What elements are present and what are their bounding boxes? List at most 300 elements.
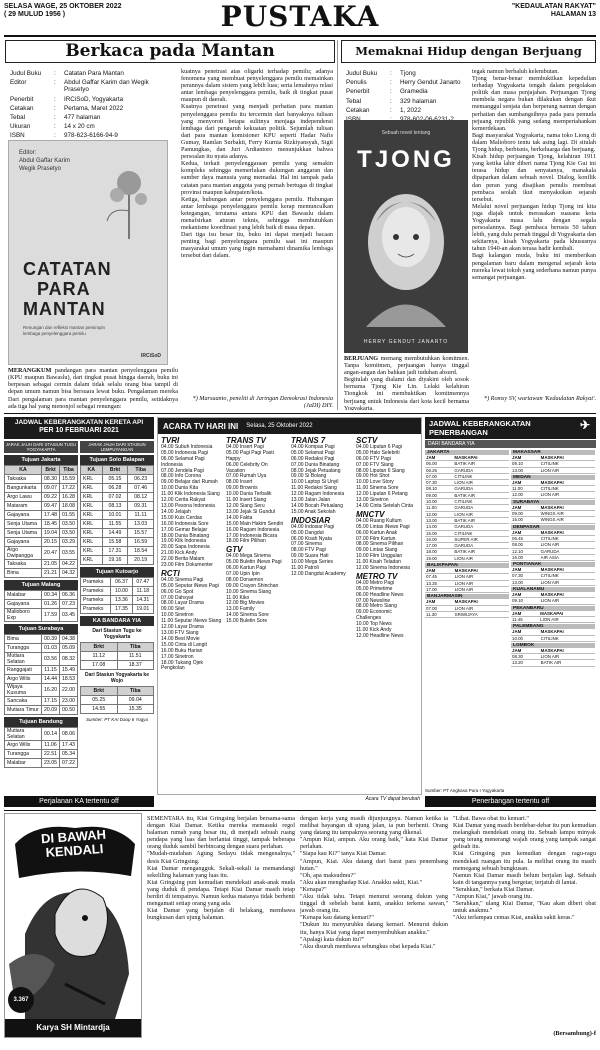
airline: GARUDA: [453, 505, 509, 511]
airline: CITILINK: [453, 499, 509, 505]
flight-row: [511, 579, 595, 585]
train-schedule-title: JADWAL KEBERANGKATAN KERETA API: [14, 419, 144, 426]
tv-schedule-date: Selasa, 25 Oktober 2022: [246, 423, 313, 429]
tv-program: 04.00 Insert Pagi: [226, 443, 264, 450]
arrival-time: 06.36: [60, 591, 78, 600]
train-name: Wijaya Kusuma: [5, 684, 42, 697]
book-info-key: Penerbit: [346, 88, 370, 96]
flight-col-header: JAM: [511, 455, 540, 461]
train-name: Prameks: [81, 578, 111, 587]
train-row: [81, 484, 154, 493]
train-col-header: KA: [81, 466, 103, 475]
train-name: Taksaka: [5, 475, 42, 484]
book-info-row: [10, 114, 174, 121]
flight-time: 11.00: [511, 486, 540, 492]
book-info-colon: :: [54, 95, 56, 103]
tv-program: 13.00 FTV Siang: [161, 630, 199, 636]
departure-time: 17.35: [111, 605, 132, 614]
departure-time: 17.08: [81, 661, 118, 670]
flight-schedule-title-2: PENERBANGAN: [429, 428, 488, 437]
airline: CITILINK: [540, 635, 595, 641]
airport-train-table: [80, 686, 154, 714]
flight-destination: KUALANAMU: [511, 587, 595, 592]
train-name: Senja Utama: [5, 529, 42, 538]
cover-tagline: Sebuah novel tentang: [381, 130, 431, 136]
flight-col-header: MASKAPAI: [540, 505, 595, 511]
tv-program: 14.00 Cinta Setelah Cinta: [356, 502, 413, 509]
train-row: [5, 750, 78, 759]
flight-time: 09.10: [511, 598, 540, 604]
tv-program: 06.00 Kartun Anak: [356, 529, 398, 536]
arrival-time: 11.11: [128, 511, 154, 520]
departure-time: 21.21: [42, 569, 60, 578]
flight-time: 15.00: [511, 517, 540, 523]
book-info-key: Ukuran: [10, 123, 31, 131]
tv-channel-logo: GTV: [226, 545, 243, 555]
train-col-header: Brkt: [81, 643, 118, 652]
flight-destination: SURABAYA: [511, 500, 595, 505]
book-info-colon: :: [390, 88, 392, 96]
tv-program: 07.00 Film Kartun: [356, 535, 396, 542]
train-table: [80, 465, 154, 565]
tv-program: 09.00 Suara Hati: [291, 553, 329, 560]
arrival-time: 15.57: [128, 529, 154, 538]
tv-program: 09.00 Silet: [161, 606, 185, 613]
flight-col-header: JAM: [511, 629, 540, 635]
departure-time: 19.04: [42, 529, 60, 538]
tv-program: 13.00 Family: [226, 606, 255, 613]
tv-program: 10.00 Love Story: [356, 479, 394, 486]
flight-time: 17.00: [425, 586, 454, 592]
arrival-time: 09.04: [117, 696, 154, 705]
arrival-time: 03.29: [60, 538, 78, 547]
flight-row: [425, 555, 509, 561]
train-row: [5, 502, 78, 511]
train-col-header: Brkt: [102, 466, 128, 475]
flight-destination: PEKANBARU: [511, 606, 595, 611]
book-cover-tjong: [344, 120, 468, 353]
cover-subtitle: Renungan dan refleksi mantan pemimpin lembaga penyelenggara pemilu: [23, 325, 106, 336]
flight-time: 07.30: [511, 573, 540, 579]
issue-date-javanese: ( 29 MULUD 1956 ): [4, 11, 66, 18]
departure-time: 17.59: [42, 609, 60, 622]
arrival-time: 11.51: [117, 652, 154, 661]
flight-row: [511, 467, 595, 473]
tv-program: 04.00 Liputan 6 Pagi: [356, 443, 402, 450]
arrival-time: 08.12: [128, 493, 154, 502]
train-row: [81, 596, 154, 605]
airline: LION AIR: [540, 467, 595, 473]
cover-flower-illustration: [99, 161, 159, 241]
tv-program: 05.00 Buletin iNews Pagi: [226, 559, 282, 566]
departure-time: 16.20: [42, 684, 60, 697]
train-name: Argo Wilis: [5, 741, 42, 750]
departure-time: 19.16: [102, 556, 128, 565]
tv-program: 16.00 Ragam Indonesia: [226, 526, 280, 533]
flight-table: [511, 455, 595, 474]
train-route-header: Tujuan Kutoarjo: [80, 567, 154, 577]
flight-time: 12.00: [425, 511, 453, 517]
book-info-key: Editor: [10, 79, 27, 87]
flight-row: [511, 635, 595, 641]
lead-text: pandangan para mantan penyelenggara pemilu (KPU maupun Bawaslu), dari tingkat pusat hingga daerah, buku ini berpesan sebagai cermin dalam tidak selalu orang bisa tampil di depan umum namun bisa bersuara lewat buku. Pengalaman mereka: [8, 367, 178, 395]
train-name: KRL: [81, 475, 103, 484]
tv-program: 15.00 Cinta di Langit: [161, 641, 207, 648]
tv-program: 11.00 Klik Indonesia Siang: [161, 491, 220, 498]
tv-channel-logo: TRANS 7: [291, 436, 326, 445]
departure-time: 09.22: [42, 493, 60, 502]
serial-comic-illustration: [4, 813, 142, 1038]
flight-col-header: MASKAPAI: [454, 568, 509, 574]
tv-program: 06.00 Kartun Pagi: [226, 565, 267, 572]
arrival-time: 22.00: [60, 684, 78, 697]
flight-time: 06.00: [425, 461, 453, 467]
tv-program: 07.00 Dunia Binatang: [291, 461, 340, 468]
airline: CITILINK: [540, 573, 595, 579]
tv-schedule-header: [158, 418, 421, 434]
tv-column: [356, 436, 418, 790]
tv-program: 08.00 Liputan 6 Siang: [356, 467, 405, 474]
flight-col-header: JAM: [511, 567, 540, 573]
book-info-colon: :: [390, 70, 392, 77]
departure-time: 11.12: [81, 652, 118, 661]
flight-time: 18.00: [425, 549, 453, 555]
book-info-row: [10, 70, 174, 77]
airport-train-table: [80, 642, 154, 670]
flight-time: 13.20: [511, 660, 540, 666]
serial-col3: "Lihat. Bawa obat itu kemari." Kiai Damar yang masih berdebar-debar itu pun kemudian melangkah mendekati orang itu. Sebuah lampu minyak yang terang menerangi wajah orang yang tampak sangat gelisah itu. Kiai Gringsing pun kemudian dengan ragu-ragu mendekati ruangan itu pula. Ia melihat orang itu masih memegang sebuah bungkusan. Namun Kiai Damar masih belum berjalan lagi. Sebuah kain di tangannya yang bergetar, terjatuh di lantai. "Serahkan," berkata Kiai Damar. "Ampun Kiai," jawab orang itu. "Serahkan," ulang Kiai Damar, "Kau akan diberi obat untuk anakmu." "Aku terlampau cemas Kiai, anakku sakit keras.": [453, 815, 596, 922]
departure-time: 18.45: [42, 520, 60, 529]
departure-time: 17.31: [102, 547, 128, 556]
airline: LION AIR: [540, 492, 595, 498]
train-row: [5, 653, 78, 666]
tv-program: 11.00 Kick Andy: [356, 627, 392, 634]
flight-time: 19.00: [425, 555, 453, 561]
departure-time: 14.55: [81, 705, 118, 714]
flight-time: 06.45: [511, 535, 540, 541]
tv-schedule: [157, 417, 422, 795]
tv-program: 15.00 Kuis Cerdas: [161, 514, 203, 521]
serial-col2: dengan kerja yang masih dijunjungnya. Namun ketika ia melihat bayangan di ujung jalan, ia pun berhenti. Orang yang datang itu tampaknya seorang yang dikenal. "Ampun Kiai, ampun. Aku orang baik," kata Kiai Damar perlahan. "Siapa kau Ki?" tanya Kiai Damar. "Ampun, Kiai. Aku datang dari barat para penembang hutan." "Oh, apa maksudmu?" "Aku akan menghadap Kiai. Anakku sakit, Kiai." "Kenapa?" "Aku tidak tahu. Tetapi menurut seorang dukun yang tinggal di sebelah barat kami, anakku terkena sawan," jawab orang itu. "Kenapa kau datang kemari?" "Dukun itu menyuruhku datang kemari. Menurut dukun itu, hanya Kiai yang dapat menyembuhkan anakku." "Apalagi kata dukun itu?" "Aku disuruh membawa sebungkus obat kepada Kiai.": [300, 815, 448, 950]
flight-row: [511, 517, 595, 523]
tv-program: 04.00 Indosiar Pagi: [291, 523, 335, 530]
flight-table: [511, 530, 595, 561]
tv-program: 12.00 Headline News: [356, 633, 404, 639]
flight-time: 13.00: [511, 579, 540, 585]
flight-time: 06.25: [425, 467, 453, 473]
tv-program: 14.00 Best Movie: [161, 635, 200, 642]
book-info-value: Tjong: [400, 70, 416, 77]
book-info-colon: :: [54, 132, 56, 140]
tv-program: 07.00 Rumah Uya: [226, 473, 267, 480]
serial-continued: (Bersambung)-f: [553, 1030, 596, 1037]
tv-program: 04.00 Subuh Indonesia: [161, 443, 213, 450]
tv-program: 08.00 Layar Drama: [161, 600, 204, 607]
flight-col-header: MASKAPAI: [453, 455, 509, 461]
book-info-key: Cetakan: [10, 104, 34, 112]
tv-program: 10.00 Laptop Si Unyil: [291, 479, 339, 486]
tv-column: [291, 436, 353, 790]
tv-program: 09.00 Economic Challenges: [356, 609, 392, 622]
flight-schedule: [425, 417, 596, 795]
flight-col-header: MASKAPAI: [454, 599, 509, 605]
departure-time: 00.39: [42, 635, 60, 644]
tv-program: 11.00 Kisah Teladan: [356, 559, 401, 566]
tv-program: 08.00 Sinema Pilihan: [356, 541, 404, 548]
arrival-time: 04.38: [60, 635, 78, 644]
tv-program: 11.00 Sinema Sore: [356, 485, 399, 492]
train-table: [4, 465, 78, 578]
flight-col-header: JAM: [511, 480, 540, 486]
tv-program: 12.00 Siang Seru: [226, 502, 265, 509]
arrival-time: 20.19: [128, 556, 154, 565]
cover-author: HERRY GENDUT JANARTO: [363, 339, 449, 345]
train-table: [80, 577, 154, 614]
departure-time: 03.56: [42, 653, 60, 666]
flight-row: [425, 586, 509, 592]
flight-time: 07.00: [425, 473, 453, 479]
departure-time: 01.03: [42, 644, 60, 653]
departure-time: 23.05: [42, 759, 60, 768]
tv-program: 07.00 Newsline: [356, 597, 391, 604]
flight-col-header: JAM: [425, 455, 453, 461]
tv-program: 09.00 Crayon Shinchan: [226, 582, 279, 589]
tv-program: 10.00 Dunia Terbalik: [226, 491, 272, 498]
airport-train-header: KA BANDARA YIA: [80, 616, 154, 626]
flight-table: [511, 505, 595, 524]
departure-time: 20.09: [42, 706, 60, 715]
train-row: [5, 529, 78, 538]
train-name: KRL: [81, 547, 103, 556]
flight-time: 13.25: [425, 580, 454, 586]
arrival-time: 07.46: [128, 484, 154, 493]
book-info-value: 477 halaman: [64, 114, 101, 122]
arrival-time: 08.32: [60, 653, 78, 666]
departure-time: 01.26: [42, 600, 60, 609]
flight-destination: DENPASAR: [511, 525, 595, 530]
tv-program: 12.00 Layar Drama: [161, 624, 204, 631]
airline: BATIK AIR: [453, 492, 509, 498]
flight-time: 08.00: [511, 542, 540, 548]
train-route-header: Tujuan Jakarta: [4, 455, 78, 465]
header-rule: [4, 35, 596, 37]
flight-time: 13.00: [511, 467, 540, 473]
flight-time: 15.00: [425, 530, 453, 536]
book-info-row: [10, 96, 174, 103]
flight-col-header: MASKAPAI: [540, 455, 595, 461]
train-name: Prameks: [81, 587, 111, 596]
train-row: [81, 556, 154, 565]
lead-word-right: BERJUANG: [344, 355, 379, 362]
flight-table: [425, 455, 509, 562]
departure-time: 10.01: [102, 511, 128, 520]
departure-time: 11.15: [42, 666, 60, 675]
tv-program: 07.00 Sinema: [291, 541, 322, 548]
flight-destination: JAKARTA: [425, 450, 509, 455]
flight-col-header: JAM: [511, 648, 540, 654]
flight-table: [511, 567, 595, 586]
tv-program: 08.00 Insert: [226, 479, 253, 486]
airplane-icon: ✈: [579, 418, 590, 432]
lead-word: MERANGKUM: [8, 367, 52, 374]
train-name: Argo Dwipangga: [5, 547, 42, 560]
flight-table: [425, 568, 509, 593]
flight-col-header: JAM: [511, 611, 539, 617]
lead-text-right: memang membutuhkan komitmen. Tanpa komitmen, perjuangan hanya tinggal angan-angan dan bahkan jadi tuduhan absurd. Begitulah yang dialami dan diyakini oleh sosok bernama Tjong Kie Lin. Lelaki kelahiran Tiongkok ini membuktikan komitmennya berjuang untuk Indonesia dari kota kecil bernama Yogyakarta.: [344, 355, 469, 410]
train-route-header: Tujuan Solo Balapan: [80, 455, 154, 465]
cover-editor-label: Editor:: [19, 150, 37, 156]
departure-time: 05.15: [102, 475, 128, 484]
arrival-time: 15.35: [117, 705, 154, 714]
book-info-colon: :: [54, 114, 56, 122]
train-name: Turangga: [5, 644, 42, 653]
airline: WINGS AIR: [540, 511, 595, 517]
book-info-value: Herry Gendut Janarto: [400, 79, 461, 87]
airline: WINGS AIR: [540, 517, 595, 523]
arrival-time: 03.45: [60, 609, 78, 622]
flight-table: [511, 480, 595, 499]
flight-col-header: MASKAPAI: [539, 611, 595, 617]
tv-program: 11.00 Insert Siang: [226, 497, 267, 504]
train-row: [5, 520, 78, 529]
train-schedule: [4, 417, 154, 795]
book-info-key: Tebal: [346, 97, 362, 105]
tv-program: 19.00 Klik Indonesia: [161, 538, 207, 545]
right-article-title: Memaknai Hidup dengan Berjuang: [341, 40, 596, 63]
tv-program: 05.00 Seputar iNews Pagi: [161, 582, 219, 589]
train-name: KRL: [81, 493, 103, 502]
flight-col-header: JAM: [425, 599, 454, 605]
airline: SUPER AIR: [453, 536, 509, 542]
flight-time: 07.30: [425, 480, 453, 486]
train-row: [5, 475, 78, 484]
departure-time: 20.47: [42, 547, 60, 560]
book-info-colon: :: [54, 123, 56, 131]
masthead: PUSTAKA: [220, 0, 380, 33]
arrival-time: 18.53: [60, 675, 78, 684]
tv-channel-logo: TVRI: [161, 436, 180, 445]
train-row: [5, 644, 78, 653]
train-row: [5, 547, 78, 560]
book-info-key: Penulis: [346, 79, 367, 87]
train-row: [81, 696, 154, 705]
tv-program: 05.00 Pagi Pagi Pasti Happy: [226, 449, 274, 462]
tv-program: 06.00 Headline News: [356, 591, 404, 598]
airline: LION AIR: [453, 511, 509, 517]
departure-time: 06.37: [111, 578, 132, 587]
book-info-row: [346, 98, 467, 105]
tv-program: 13.00 Sinetron: [356, 497, 389, 504]
tv-program: 14.00 Bocah Petualang: [291, 502, 343, 509]
tv-program: 06.00 Selamat Pagi Indonesia: [161, 455, 205, 468]
departure-time: 09.47: [42, 502, 60, 511]
book-info-value: 1, 2022: [400, 106, 422, 114]
train-row: [5, 666, 78, 675]
tv-channel-logo: MNCTV: [356, 509, 385, 519]
issue-date: SELASA WAGE, 25 OKTOBER 2022: [4, 3, 122, 10]
serial-col1: SEMENTARA itu, Kiai Gringsing berjalan bersama-sama dengan Kiai Damar. Ketika mereka memasuki regol halaman rumah yang besar itu, di menjadi sebuah ruang pendapa yang luas dan berlantai tinggi, tampak beberapa orang duduk sambil berbincang dengan suara perlahan. "Mudah-mudahan Agung Sedayu tidak mengenalnya," desis Kiai Gringsing. Kiai Damar mengangguk. Sekali-sekali ia memandangi sekeliling halaman yang luas itu. Kiai Gringsing pun kemudian mendekati anak-anak muda yang duduk di pendapa. Tetapi Kiai Damar masih tetap berdiri di tempatnya. Namun kedua matanya tidak berhenti mengamati setiap orang yang ada. Kiai Damar yang berjalan di belakang, membawa bungkusan dari ujung halaman.: [147, 815, 295, 922]
train-name: Argo Lawu: [5, 493, 42, 502]
tv-program: 04.00 Ruang Kultum: [356, 517, 402, 524]
flight-destination: PONTIANAK: [511, 562, 595, 567]
tv-program: 14.00 Jelajah: [161, 508, 191, 515]
flight-col-header: JAM: [511, 592, 540, 598]
flight-destination: MEDAN: [511, 475, 595, 480]
flight-table: [511, 648, 595, 667]
left-article-author: *) Marsuanto, peneliti di Jaringan Demokrasi Indonesia (JaDI) DIY.: [192, 395, 333, 410]
departure-time: 17.48: [42, 511, 60, 520]
cover-editor-name: Abdul Gaffar Karim: [19, 158, 70, 164]
airline: BATIK AIR: [540, 660, 595, 666]
flight-schedule-title: JADWAL KEBERANGKATAN: [429, 419, 531, 428]
book-info-value: Abdul Gaffar Karim dan Wegik Prasetyo: [64, 79, 149, 94]
book-info-key: Tebal: [10, 114, 26, 122]
arrival-time: 16.28: [60, 493, 78, 502]
tv-program: 23.00 Film Dokumenter: [161, 562, 213, 569]
arrival-time: 07.23: [60, 600, 78, 609]
airline: SRIWIJAYA: [454, 611, 509, 617]
train-name: Gajayana: [5, 600, 42, 609]
airline: LION AIR: [454, 574, 509, 580]
flight-time: 11.30: [425, 611, 454, 617]
train-name: Turangga: [5, 750, 42, 759]
arrival-time: 03.50: [60, 529, 78, 538]
station-lempuyangan-label: JARAK JAUH DARI STASIUN LEMPUYANGAN: [80, 441, 154, 453]
tv-program: 04.00 Sinema Pagi: [161, 576, 204, 583]
tv-program: 12.00 Liputan 6 Petang: [356, 491, 408, 498]
flight-col-header: JAM: [511, 530, 540, 536]
airline: LION AIR: [454, 605, 509, 611]
flight-source: Sumber: PT Angkasa Pura I Yogyakarta: [425, 788, 505, 793]
tv-program: 10.00 Dunia Kita: [161, 485, 198, 492]
book-info-row: [346, 107, 467, 114]
right-article-col2: tegak namun berbaluh kelembutan. Tjong benar-benar membuktikan kepedulian terhadap Yogyakarta tengah dalam pergolakan politik dan masa penjajahan. Perjuangan Tjong membela negara bukan dilakukan dengan ikut memanggul senjata dan berperang namun dengan perhatian dan sumbangsihnya pada para pemuda pejuang republik yang sedang mempertahankan kemerdekaan. Bagi masyarakat Yogyakarta, nama toko Liong di dalam Malioboro tentu tak asing lagi. Di situlah Tjong hidup, berbisnis, berkeluarga dan berjuang. Kisah hidup perjuangan Tjong, kelahiran 1911 yang ketika lahir diberi nama Tjong Kie Gui ini terasa hidup dan senyatanya, manakala dipaparkan dalam sebuah novel. Dialog, konflik dan peran yang disajikan penulis membuat pembaca seolah ikut menyaksikan sejarah tersebut. Melalui novel perjuangan hidup Tjong ini kita juga diajak untuk merasakan suasana kota Yogyakarta masa lalu dengan segala persoalannya. Bagi pembaca berusia 50 tahun lebih, yang dulu pernah tinggal di Yogyakarta dan sekitarnya, kisah Yogyakarta pada khususnya tahun 1940-an akan terasa hadir kembali. Bagi kalangan muda, buku ini memberikan pengalaman baru dalam mengenal sejarah kota mereka lewat tokoh yang sederhana namun punya semangat perjuangan.: [472, 68, 596, 281]
book-cover-catatan-para-mantan: [8, 140, 168, 365]
tv-program: 16.00 Buku Harian: [161, 647, 203, 654]
train-row: [5, 538, 78, 547]
flight-table: [511, 629, 595, 642]
airline: GARUDA: [540, 548, 595, 554]
train-name: Prameks: [81, 605, 111, 614]
tv-program: 05.00 Indonesia Pagi: [161, 449, 208, 456]
airline: LION AIR: [540, 654, 595, 660]
tv-channel-logo: METRO TV: [356, 571, 398, 581]
train-row: [5, 728, 78, 741]
arrival-time: 08.06: [60, 728, 78, 741]
tv-program: 09.00 Lintas Siang: [356, 547, 398, 554]
tv-channel-logo: TRANS TV: [226, 436, 266, 445]
train-row: [5, 706, 78, 715]
flight-time: 08.10: [425, 486, 453, 492]
airline: LION AIR: [540, 579, 595, 585]
tv-program: 17.00 Indonesia Bicara: [226, 532, 278, 539]
tv-program: 11.00 Seputar iNews Siang: [161, 618, 222, 625]
airline: BATIK AIR: [453, 517, 509, 523]
departure-time: 15.58: [102, 538, 128, 547]
train-row: [5, 484, 78, 493]
flight-time: 08.30: [511, 654, 540, 660]
tv-program: 10.00 Sinema Siang: [226, 588, 272, 595]
arrival-time: 01.55: [60, 511, 78, 520]
train-name: Bima: [5, 569, 42, 578]
tv-program: 11.00 Patroli: [291, 565, 319, 572]
train-name: Gajayana: [5, 511, 42, 520]
arrival-time: 16.59: [128, 538, 154, 547]
departure-time: 21.05: [42, 560, 60, 569]
airline: GARUDA: [453, 543, 509, 549]
departure-time: 20.15: [42, 538, 60, 547]
train-name: KRL: [81, 556, 103, 565]
